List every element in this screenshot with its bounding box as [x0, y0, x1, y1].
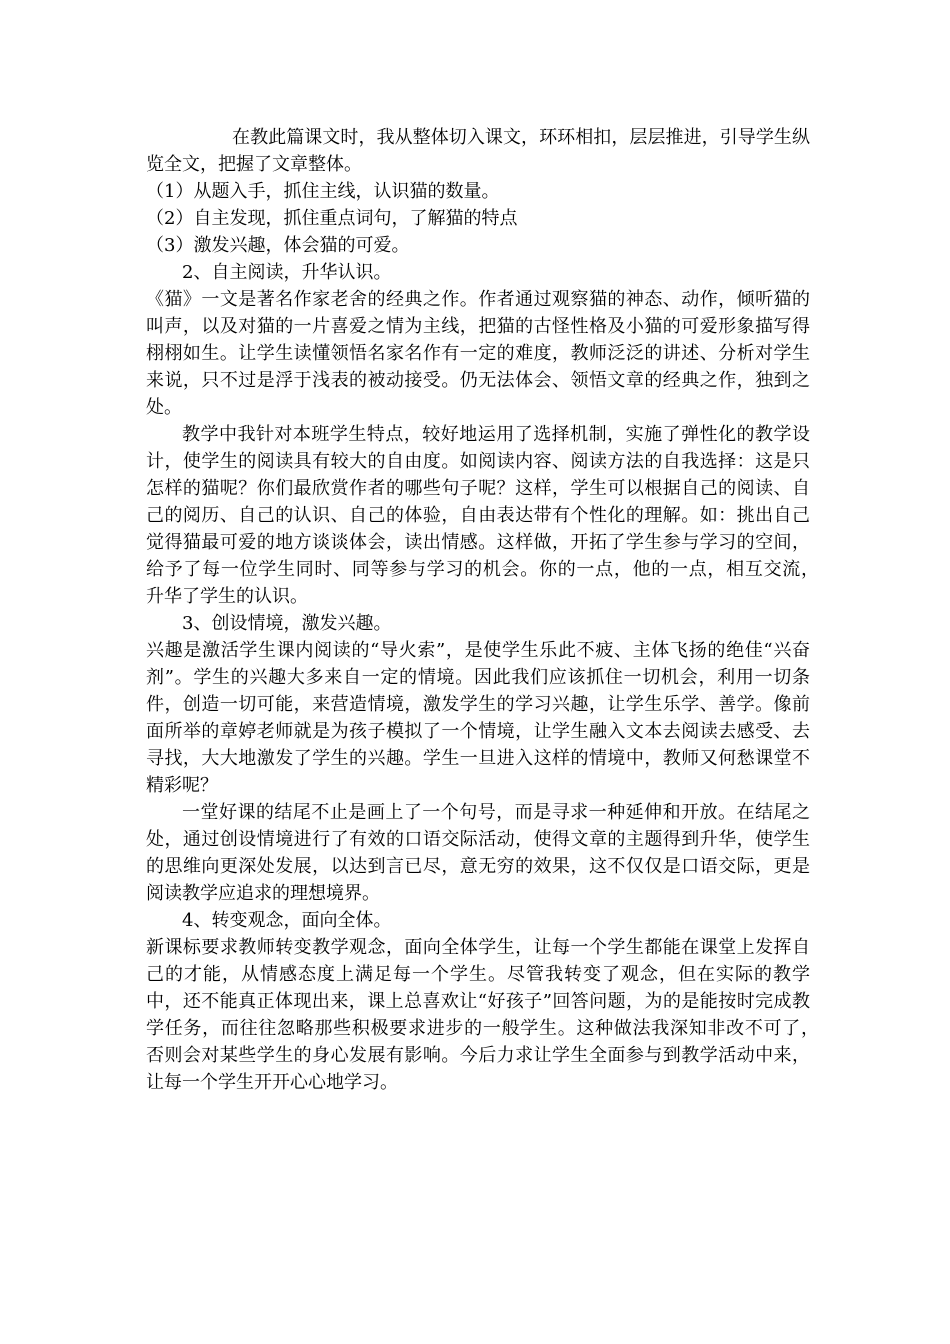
- list-item-1: （1）从题入手，抓住主线，认识猫的数量。: [146, 181, 500, 202]
- section-heading-4: 4、转变观念，面向全体。: [182, 910, 392, 931]
- paragraph-interest: 兴趣是激活学生课内阅读的“导火索”，是使学生乐此不疲、主体飞扬的绝佳“兴奋剂”。学生的兴趣大多来自一定的情境。因此我们应该抓住一切机会，利用一切条件，创造一切可能，来营造情境，激发学生的学习兴趣，让学生乐学、善学。像前面所举的章婷老师就是为孩子模拟了一个情境，让学生融入文本去阅读去感受、去寻找，大大地激发了学生的兴趣。学生一旦进入这样的情境中，教师又何愁课堂不精彩呢？: [146, 640, 810, 796]
- intro-paragraph: 在教此篇课文时，我从整体切入课文，环环相扣，层层推进，引导学生纵览全文，把握了文章整体。: [146, 127, 810, 175]
- paragraph-cat-article: 《猫》一文是著名作家老舍的经典之作。作者通过观察猫的神态、动作，倾听猫的叫声，以及对猫的一片喜爱之情为主线，把猫的古怪性格及小猫的可爱形象描写得栩栩如生。让学生读懂领悟名家名作有一定的难度，教师泛泛的讲述、分析对学生来说，只不过是浮于浅表的被动接受。仍无法体会、领悟文章的经典之作，独到之处。: [146, 289, 810, 418]
- list-item-2: （2）自主发现，抓住重点词句，了解猫的特点: [146, 208, 518, 229]
- section-heading-2: 2、自主阅读，升华认识。: [182, 262, 392, 283]
- document-body: [146, 124, 828, 1096]
- list-item-3: （3）激发兴趣，体会猫的可爱。: [146, 235, 410, 256]
- paragraph-teaching: 教学中我针对本班学生特点，较好地运用了选择机制，实施了弹性化的教学设计，使学生的阅读具有较大的自由度。如阅读内容、阅读方法的自我选择：这是只怎样的猫呢？你们最欣赏作者的哪些句子呢？这样，学生可以根据自己的阅读、自己的阅历、自己的认识、自己的体验，自由表达带有个性化的理解。如：挑出自己觉得猫最可爱的地方谈谈体会，读出情感。这样做，开拓了学生参与学习的空间，给予了每一位学生同时、同等参与学习的机会。你的一点，他的一点，相互交流， 升华了学生的认识。: [146, 424, 828, 607]
- section-heading-3: 3、创设情境，激发兴趣。: [182, 613, 392, 634]
- paragraph-new-curriculum: 新课标要求教师转变教学观念，面向全体学生，让每一个学生都能在课堂上发挥自己的才能，从情感态度上满足每一个学生。尽管我转变了观念，但在实际的教学中，还不能真正体现出来，课上总喜欢让“好孩子”回答问题，为的是能按时完成教学任务，而往往忽略那些积极要求进步的一般学生。这种做法我深知非改不可了， 否则会对某些学生的身心发展有影响。今后力求让学生全面参与到教学活动中来，让每一个学生开开心心地学习。: [146, 937, 828, 1093]
- paragraph-ending: 一堂好课的结尾不止是画上了一个句号，而是寻求一种延伸和开放。在结尾之处，通过创设情境进行了有效的口语交际活动，使得文章的主题得到升华，使学生的思维向更深处发展，以达到言已尽，意无穷的效果，这不仅仅是口语交际，更是阅读教学应追求的理想境界。: [146, 802, 810, 904]
